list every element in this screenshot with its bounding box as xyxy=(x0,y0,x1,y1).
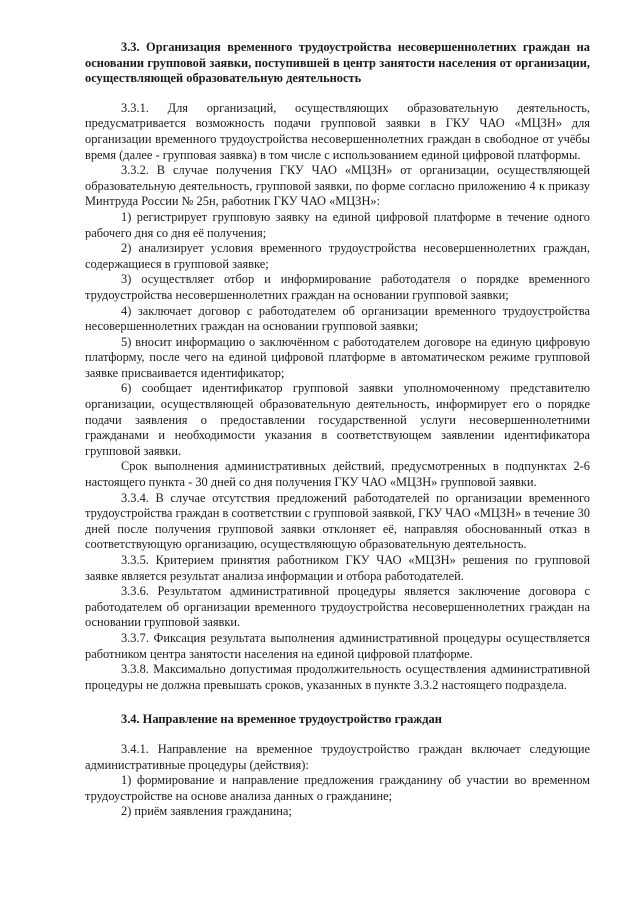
section-3-3-body xyxy=(85,101,590,694)
paragraph-3-3-5: 3.3.5. Критерием принятия работником ГКУ ЧАО «МЦЗН» решения по групповой заявке является результат анализа информации и отбора работодателей. xyxy=(85,553,590,583)
section-3-4-body xyxy=(85,742,590,820)
list-item-6: 6) сообщает идентификатор групповой заявки уполномоченному представителю организации, осуществляющей образовательную деятельность, информирует его о порядке подачи заявления о предоставлении государственной услуги несовершеннолетними гражданами и необходимости указания в соответствующем заявлении идентификатора групповой заявки. xyxy=(85,381,590,458)
paragraph-3-3-7: 3.3.7. Фиксация результата выполнения административной процедуры осуществляется работником центра занятости населения на единой цифровой платформе. xyxy=(85,630,590,661)
paragraph-3-3-8: 3.3.8. Максимально допустимая продолжительность осуществления административной процедуры не должна превышать сроков, указанных в пункте 3.3.2 настоящего подраздела. xyxy=(85,662,590,692)
list-item-2: 2) анализирует условия временного трудоустройства несовершеннолетних граждан, содержащиеся в групповой заявке; xyxy=(85,241,590,271)
list-item-3-4-2: 2) приём заявления гражданина; xyxy=(121,804,292,819)
list-item-1: 1) регистрирует групповую заявку на единой цифровой платформе в течение одного рабочего дня со дня её получения; xyxy=(85,209,590,240)
paragraph-3-3-4: 3.3.4. В случае отсутствия предложений работодателей по организации временного трудоустройства граждан в соответствии с групповой заявкой, ГКУ ЧАО «МЦЗН» в течение 30 дней после получения групповой заявки отклоняет её, направляя обоснованный отказ в соответствующую организацию, осуществляющую образовательную деятельность. xyxy=(85,490,590,552)
paragraph-3-3-6: 3.3.6. Результатом административной процедуры является заключение договора с работодателем об организации временного трудоустройства несовершеннолетних граждан на основании групповой заявки. xyxy=(85,584,590,630)
paragraph-3-3-2: 3.3.2. В случае получения ГКУ ЧАО «МЦЗН» от организации, осуществляющей образовательную деятельность, групповой заявки, по форме согласно приложению 4 к приказу Минтруда России № 25н, работник ГКУ ЧАО «МЦЗН»: xyxy=(85,163,590,209)
list-item-5: 5) вносит информацию о заключённом с работодателем договоре на единую цифровую платформу, после чего на единой цифровой платформе в автоматическом режиме групповой заявке присваивается идентификатор; xyxy=(85,334,590,380)
paragraph-deadline: Срок выполнения административных действий, предусмотренных в подпунктах 2-6 настоящего пункта - 30 дней со дня получения ГКУ ЧАО «МЦЗН» групповой заявки. xyxy=(85,459,590,490)
section-heading-3-4: 3.4. Направление на временное трудоустройство граждан xyxy=(121,712,442,727)
list-item-3-4-1: 1) формирование и направление предложения гражданину об участии во временном трудоустройстве на основе анализа данных о гражданине; xyxy=(85,773,590,803)
list-item-4: 4) заключает договор с работодателем об организации временного трудоустройства несовершеннолетних граждан на основании групповой заявки; xyxy=(85,303,590,334)
list-item-3: 3) осуществляет отбор и информирование работодателя о порядке временного трудоустройства несовершеннолетних граждан на основании групповой заявки; xyxy=(85,272,590,302)
section-heading-3-3: 3.3. Организация временного трудоустройства несовершеннолетних граждан на основании групповой заявки, поступившей в центр занятости населения от организации, осуществляющей образовательную деятельность xyxy=(85,40,590,86)
paragraph-3-3-1: 3.3.1. Для организаций, осуществляющих образовательную деятельность, предусматривается возможность подачи групповой заявки в ГКУ ЧАО «МЦЗН» для организации временного трудоустройства несовершеннолетних граждан в свободное от учёбы время (далее - групповая заявка) в том числе с использованием единой цифровой платформы. xyxy=(85,100,590,162)
paragraph-3-4-1: 3.4.1. Направление на временное трудоустройство граждан включает следующие административные процедуры (действия): xyxy=(85,741,590,772)
